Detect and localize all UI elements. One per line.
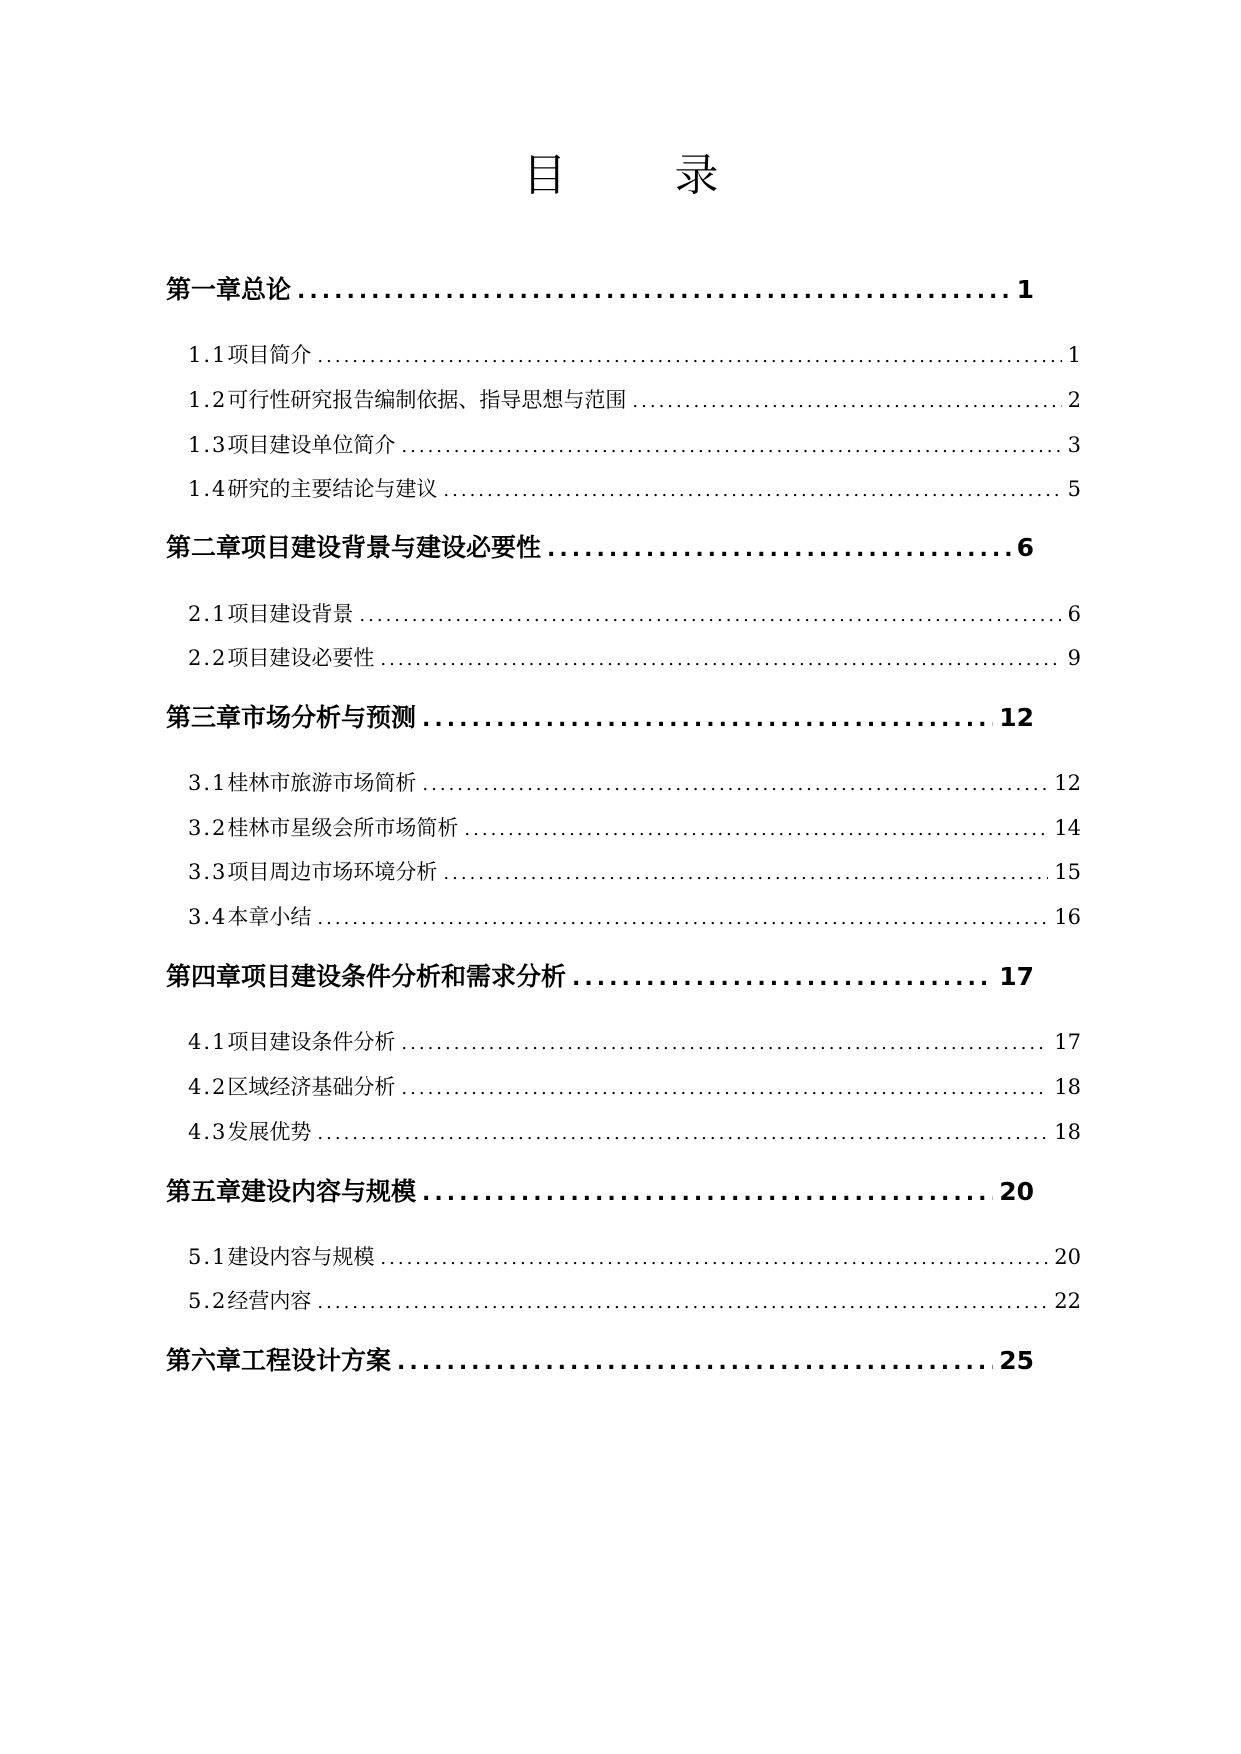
- section-number: 3.2: [188, 816, 228, 840]
- section-title: 发展优势: [227, 1120, 312, 1144]
- dot-leader: [443, 857, 1048, 891]
- page-number: 6: [1016, 533, 1034, 562]
- dot-leader: [380, 1242, 1048, 1276]
- chapter-number: 第二章: [166, 533, 242, 562]
- chapter-title: 建设内容与规模: [241, 1177, 417, 1206]
- dot-leader: [359, 599, 1061, 633]
- page-number: 20: [999, 1177, 1034, 1206]
- dot-leader: [572, 959, 993, 999]
- page-number: 14: [1054, 816, 1081, 840]
- section-number: 4.2: [188, 1075, 228, 1099]
- section-title: 项目建设单位简介: [227, 433, 396, 457]
- section-title: 项目建设背景: [227, 602, 354, 626]
- toc-section-2-1[interactable]: [188, 597, 1081, 631]
- section-title: 项目简介: [227, 343, 312, 367]
- section-number: 3.1: [188, 771, 228, 795]
- section-title: 桂林市旅游市场简析: [227, 771, 417, 795]
- chapter-title: 工程设计方案: [241, 1346, 392, 1375]
- section-number: 5.1: [188, 1245, 228, 1269]
- page-number: 17: [999, 962, 1034, 991]
- chapter-number: 第一章: [166, 275, 242, 304]
- section-title: 区域经济基础分析: [227, 1075, 396, 1099]
- chapter-number: 第六章: [166, 1346, 242, 1375]
- dot-leader: [317, 340, 1061, 374]
- page-number: 2: [1067, 388, 1081, 412]
- toc-section-2-2[interactable]: [188, 641, 1081, 675]
- page-number: 18: [1054, 1120, 1081, 1144]
- page-number: 1: [1016, 275, 1034, 304]
- dot-leader: [401, 430, 1061, 464]
- section-title: 桂林市星级会所市场简析: [227, 816, 459, 840]
- page-title: 目 录: [522, 150, 751, 201]
- section-title: 项目周边市场环境分析: [227, 860, 438, 884]
- section-title: 经营内容: [227, 1289, 312, 1313]
- dot-leader: [422, 768, 1048, 802]
- chapter-number: 第五章: [166, 1177, 242, 1206]
- section-number: 4.3: [188, 1120, 228, 1144]
- dot-leader: [632, 385, 1061, 419]
- section-number: 1.3: [188, 433, 228, 457]
- dot-leader: [401, 1072, 1048, 1106]
- section-title: 研究的主要结论与建议: [227, 477, 438, 501]
- toc-section-4-2[interactable]: [188, 1070, 1081, 1104]
- section-number: 5.2: [188, 1289, 228, 1313]
- section-number: 3.3: [188, 860, 228, 884]
- toc-chapter-6[interactable]: [166, 1341, 1034, 1381]
- toc-section-3-1[interactable]: [188, 766, 1081, 800]
- section-number: 1.4: [188, 477, 228, 501]
- toc-section-5-1[interactable]: [188, 1240, 1081, 1274]
- toc-chapter-2[interactable]: [166, 528, 1034, 568]
- page-number: 3: [1067, 433, 1081, 457]
- toc-section-1-3[interactable]: [188, 428, 1081, 462]
- dot-leader: [297, 272, 1011, 312]
- dot-leader: [397, 1343, 993, 1383]
- section-number: 1.1: [188, 343, 228, 367]
- page-number: 22: [1054, 1289, 1081, 1313]
- section-title: 可行性研究报告编制依据、指导思想与范围: [227, 388, 627, 412]
- chapter-title: 市场分析与预测: [241, 703, 417, 732]
- section-title: 项目建设必要性: [227, 646, 375, 670]
- dot-leader: [401, 1027, 1048, 1061]
- toc-chapter-5[interactable]: [166, 1172, 1034, 1212]
- toc-section-3-3[interactable]: [188, 855, 1081, 889]
- page-number: 12: [1054, 771, 1081, 795]
- dot-leader: [422, 700, 993, 740]
- page-number: 5: [1067, 477, 1081, 501]
- toc-section-4-3[interactable]: [188, 1115, 1081, 1149]
- toc-chapter-4[interactable]: [166, 957, 1034, 997]
- dot-leader: [422, 1174, 993, 1214]
- section-title: 本章小结: [227, 905, 312, 929]
- page-number: 1: [1067, 343, 1081, 367]
- toc-section-5-2[interactable]: [188, 1284, 1081, 1318]
- dot-leader: [317, 902, 1048, 936]
- dot-leader: [464, 813, 1048, 847]
- page-number: 17: [1054, 1030, 1081, 1054]
- chapter-number: 第四章: [166, 962, 242, 991]
- chapter-title: 项目建设条件分析和需求分析: [241, 962, 567, 991]
- toc-section-3-2[interactable]: [188, 811, 1081, 845]
- dot-leader: [443, 474, 1061, 508]
- page-number: 25: [999, 1346, 1034, 1375]
- toc-chapter-1[interactable]: [166, 270, 1034, 310]
- toc-section-1-4[interactable]: [188, 472, 1081, 506]
- page-number: 15: [1054, 860, 1081, 884]
- page-number: 6: [1067, 602, 1081, 626]
- section-number: 2.1: [188, 602, 228, 626]
- dot-leader: [380, 643, 1061, 677]
- section-title: 项目建设条件分析: [227, 1030, 396, 1054]
- chapter-title: 总论: [241, 275, 292, 304]
- page-number: 20: [1054, 1245, 1081, 1269]
- page-number: 12: [999, 703, 1034, 732]
- toc-section-1-2[interactable]: [188, 383, 1081, 417]
- toc-section-4-1[interactable]: [188, 1025, 1081, 1059]
- chapter-number: 第三章: [166, 703, 242, 732]
- section-title: 建设内容与规模: [227, 1245, 375, 1269]
- page-number: 9: [1067, 646, 1081, 670]
- dot-leader: [317, 1117, 1048, 1151]
- section-number: 2.2: [188, 646, 228, 670]
- toc-section-3-4[interactable]: [188, 900, 1081, 934]
- section-number: 3.4: [188, 905, 228, 929]
- section-number: 1.2: [188, 388, 228, 412]
- toc-chapter-3[interactable]: [166, 698, 1034, 738]
- toc-section-1-1[interactable]: [188, 338, 1081, 372]
- dot-leader: [547, 530, 1011, 570]
- section-number: 4.1: [188, 1030, 228, 1054]
- chapter-title: 项目建设背景与建设必要性: [241, 533, 542, 562]
- page-number: 18: [1054, 1075, 1081, 1099]
- page-number: 16: [1054, 905, 1081, 929]
- dot-leader: [317, 1286, 1048, 1320]
